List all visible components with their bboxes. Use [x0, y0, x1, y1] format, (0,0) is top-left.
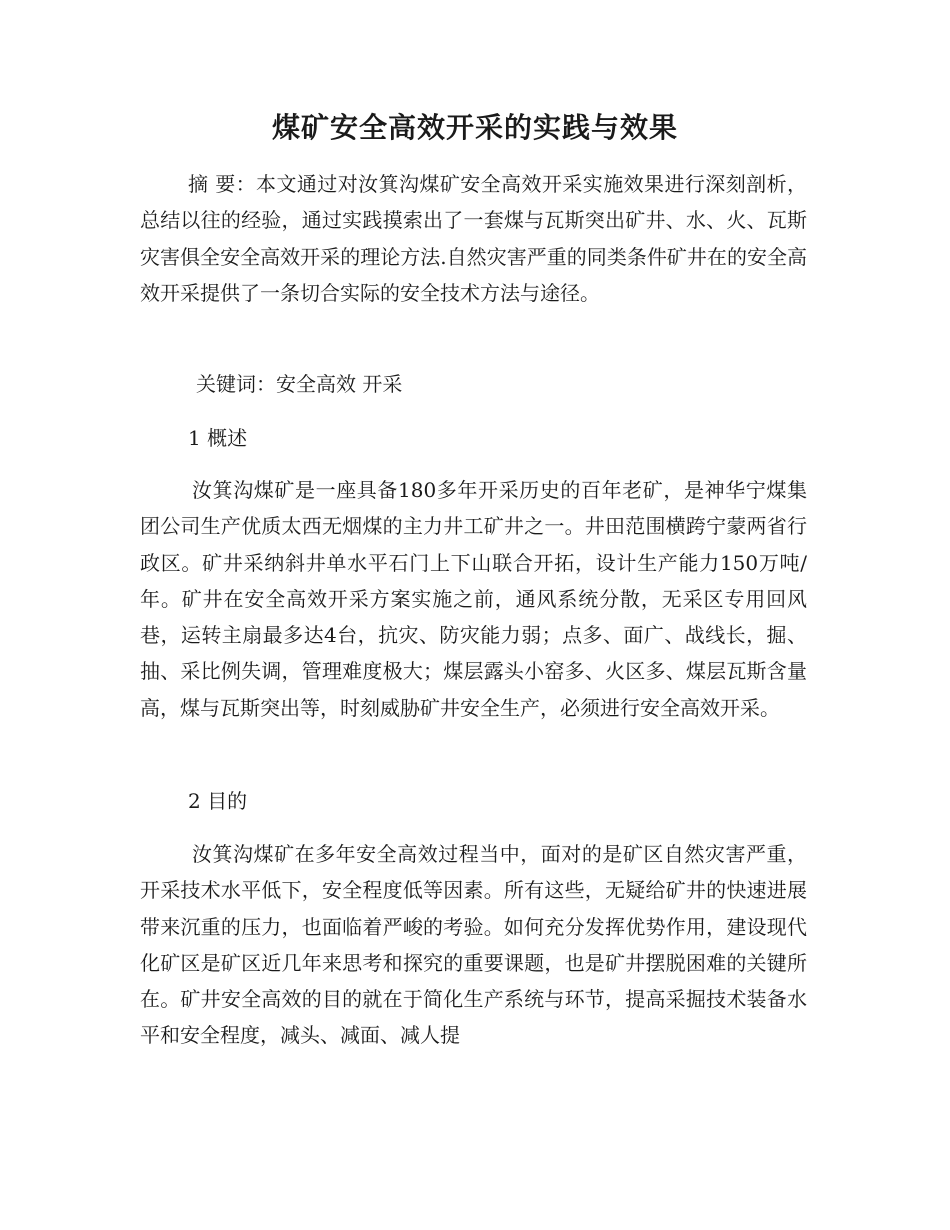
keywords-line: 关键词：安全高效 开采 — [196, 372, 403, 396]
section-body-overview: 汝箕沟煤矿是一座具备180多年开采历史的百年老矿，是神华宁煤集团公司生产优质太西无烟煤的主力井工矿井之一。井田范围横跨宁蒙两省行政区。矿井采纳斜井单水平石门上下山联合开拓，设计生产能力150万吨/年。矿井在安全高效开采方案实施之前，通风系统分散，无采区专用回风巷，运转主扇最多达4台，抗灾、防灾能力弱；点多、面广、战线长，掘、抽、采比例失调，管理难度极大；煤层露头小窑多、火区多、煤层瓦斯含量高，煤与瓦斯突出等，时刻威胁矿井安全生产，必须进行安全高效开采。 — [140, 478, 807, 720]
section-heading-overview: 1 概述 — [188, 426, 248, 450]
document-title: 煤矿安全高效开采的实践与效果 — [271, 111, 678, 144]
abstract-paragraph: 摘 要：本文通过对汝箕沟煤矿安全高效开采实施效果进行深刻剖析，总结以往的经验，通过实践摸索出了一套煤与瓦斯突出矿井、水、火、瓦斯灾害俱全安全高效开采的理论方法.自然灾害严重的同类条件矿井在的安全高效开采提供了一条切合实际的安全技术方法与途径。 — [140, 172, 807, 305]
section-heading-purpose: 2 目的 — [188, 789, 248, 813]
section-body-purpose: 汝箕沟煤矿在多年安全高效过程当中，面对的是矿区自然灾害严重，开采技术水平低下，安全程度低等因素。所有这些，无疑给矿井的快速进展带来沉重的压力，也面临着严峻的考验。如何充分发挥优势作用，建设现代化矿区是矿区近几年来思考和探究的重要课题，也是矿井摆脱困难的关键所在。矿井安全高效的目的就在于简化生产系统与环节，提高采掘技术装备水平和安全程度，减头、减面、减人提 — [140, 842, 807, 1048]
